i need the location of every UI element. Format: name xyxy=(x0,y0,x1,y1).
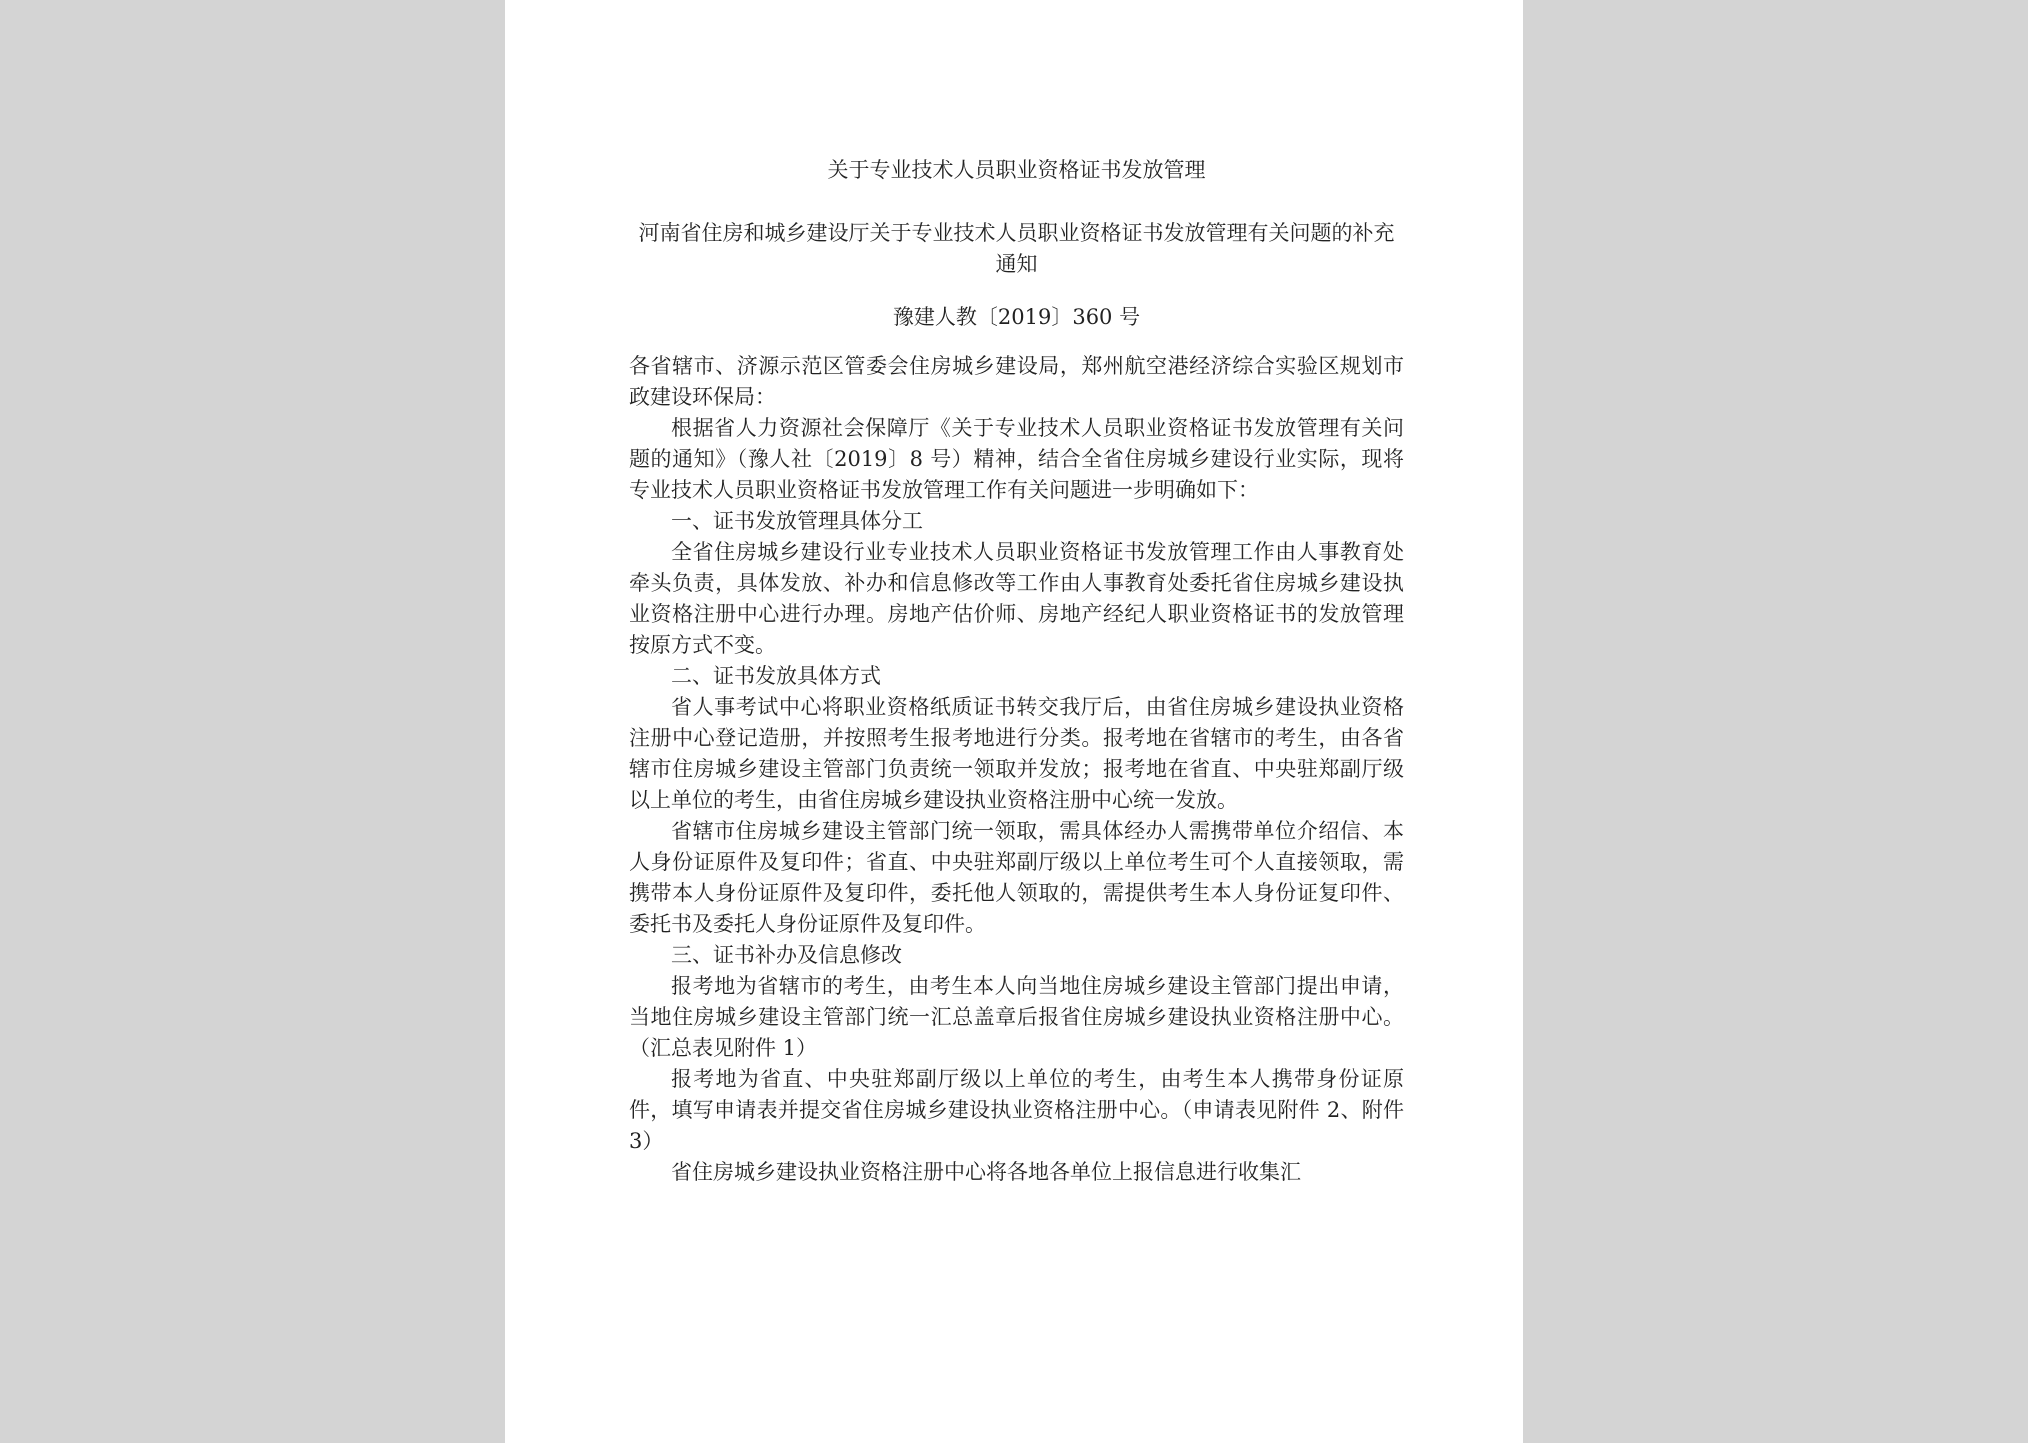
paragraph: 省人事考试中心将职业资格纸质证书转交我厅后，由省住房城乡建设执业资格注册中心登记造册，并按照考生报考地进行分类。报考地在省辖市的考生，由各省辖市住房城乡建设主管部门负责统一领取并发放；报考地在省直、中央驻郑副厅级以上单位的考生，由省住房城乡建设执业资格注册中心统一发放。 xyxy=(629,695,1404,812)
paragraph-intro: 根据省人力资源社会保障厅《关于专业技术人员职业资格证书发放管理有关问题的通知》（豫人社〔2019〕8 号）精神，结合全省住房城乡建设行业实际，现将专业技术人员职业资格证书发放管理工作有关问题进一步明确如下： xyxy=(629,416,1404,502)
paragraph: 省住房城乡建设执业资格注册中心将各地各单位上报信息进行收集汇 xyxy=(671,1160,1301,1184)
paragraph: 报考地为省辖市的考生，由考生本人向当地住房城乡建设主管部门提出申请，当地住房城乡建设主管部门统一汇总盖章后报省住房城乡建设执业资格注册中心。（汇总表见附件 1） xyxy=(629,974,1404,1060)
section-heading-2: 二、证书发放具体方式 xyxy=(671,664,881,688)
section-heading-3: 三、证书补办及信息修改 xyxy=(671,943,902,967)
document-page xyxy=(505,0,1523,1443)
document-title: 关于专业技术人员职业资格证书发放管理 xyxy=(827,158,1206,182)
section-heading-1: 一、证书发放管理具体分工 xyxy=(671,509,923,533)
document-content xyxy=(629,155,1404,1188)
addressee: 各省辖市、济源示范区管委会住房城乡建设局，郑州航空港经济综合实验区规划市政建设环保局： xyxy=(629,354,1404,409)
document-subtitle: 河南省住房和城乡建设厅关于专业技术人员职业资格证书发放管理有关问题的补充通知 xyxy=(638,221,1395,276)
paragraph: 全省住房城乡建设行业专业技术人员职业资格证书发放管理工作由人事教育处牵头负责，具体发放、补办和信息修改等工作由人事教育处委托省住房城乡建设执业资格注册中心进行办理。房地产估价师、房地产经纪人职业资格证书的发放管理按原方式不变。 xyxy=(629,540,1404,657)
paragraph: 报考地为省直、中央驻郑副厅级以上单位的考生，由考生本人携带身份证原件，填写申请表并提交省住房城乡建设执业资格注册中心。（申请表见附件 2、附件 3） xyxy=(629,1067,1404,1153)
paragraph: 省辖市住房城乡建设主管部门统一领取，需具体经办人需携带单位介绍信、本人身份证原件及复印件；省直、中央驻郑副厅级以上单位考生可个人直接领取，需携带本人身份证原件及复印件，委托他人领取的，需提供考生本人身份证复印件、委托书及委托人身份证原件及复印件。 xyxy=(629,819,1404,936)
document-number: 豫建人教〔2019〕360 号 xyxy=(892,305,1141,329)
